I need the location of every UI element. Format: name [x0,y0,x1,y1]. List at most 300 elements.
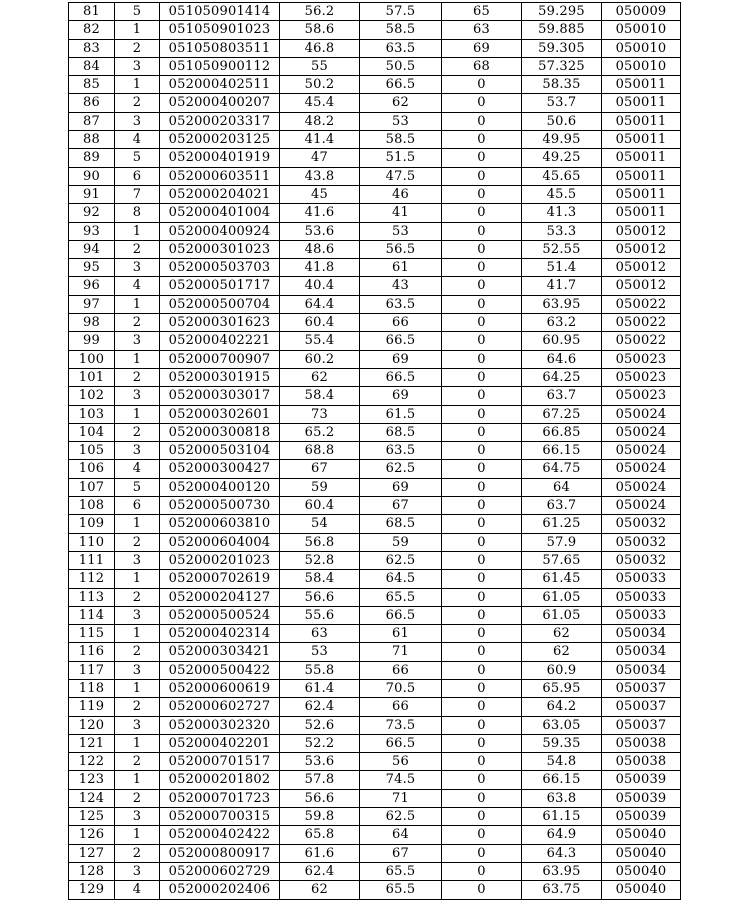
score-1-cell: 62.4 [280,698,360,716]
score-1-cell: 52.6 [280,716,360,734]
score-2-cell: 71 [360,789,442,807]
row-number-cell: 83 [69,39,115,57]
table-row [69,240,681,258]
rank-cell: 3 [115,551,160,569]
position-code-cell: 050022 [602,332,681,350]
score-2-cell: 53 [360,112,442,130]
score-2-cell: 59 [360,533,442,551]
table-row [69,295,681,313]
rank-cell: 2 [115,314,160,332]
row-number-cell: 89 [69,149,115,167]
table-row [69,588,681,606]
rank-cell: 3 [115,332,160,350]
rank-cell: 2 [115,643,160,661]
row-number-cell: 122 [69,753,115,771]
score-2-cell: 63.5 [360,295,442,313]
candidate-id-cell: 052000400120 [160,478,280,496]
score-1-cell: 53 [280,643,360,661]
score-1-cell: 67 [280,460,360,478]
position-code-cell: 050039 [602,808,681,826]
score-2-cell: 57.5 [360,3,442,21]
total-score-cell: 64.3 [522,844,602,862]
score-3-cell: 69 [442,39,522,57]
score-3-cell: 0 [442,844,522,862]
row-number-cell: 109 [69,515,115,533]
score-2-cell: 68.5 [360,423,442,441]
score-2-cell: 53 [360,222,442,240]
candidate-id-cell: 052000401004 [160,204,280,222]
candidate-id-cell: 052000301915 [160,368,280,386]
score-3-cell: 0 [442,350,522,368]
score-1-cell: 40.4 [280,277,360,295]
rank-cell: 1 [115,76,160,94]
position-code-cell: 050012 [602,240,681,258]
table-row [69,368,681,386]
table-row [69,387,681,405]
position-code-cell: 050034 [602,661,681,679]
table-row [69,57,681,75]
total-score-cell: 63.95 [522,862,602,880]
score-2-cell: 66 [360,661,442,679]
position-code-cell: 050024 [602,423,681,441]
position-code-cell: 050011 [602,131,681,149]
row-number-cell: 107 [69,478,115,496]
row-number-cell: 102 [69,387,115,405]
row-number-cell: 106 [69,460,115,478]
row-number-cell: 85 [69,76,115,94]
score-3-cell: 0 [442,423,522,441]
table-row [69,716,681,734]
position-code-cell: 050011 [602,167,681,185]
total-score-cell: 62 [522,625,602,643]
score-1-cell: 61.6 [280,844,360,862]
candidate-id-cell: 052000402221 [160,332,280,350]
table-row [69,442,681,460]
score-3-cell: 0 [442,185,522,203]
score-3-cell: 63 [442,21,522,39]
candidate-id-cell: 052000603810 [160,515,280,533]
position-code-cell: 050040 [602,881,681,899]
total-score-cell: 61.25 [522,515,602,533]
table-row [69,3,681,21]
rank-cell: 1 [115,734,160,752]
score-3-cell: 0 [442,570,522,588]
position-code-cell: 050010 [602,57,681,75]
table-row [69,533,681,551]
rank-cell: 2 [115,588,160,606]
total-score-cell: 64.9 [522,826,602,844]
score-1-cell: 45 [280,185,360,203]
candidate-id-cell: 052000300818 [160,423,280,441]
row-number-cell: 99 [69,332,115,350]
rank-cell: 5 [115,478,160,496]
score-3-cell: 0 [442,533,522,551]
table-row [69,204,681,222]
score-1-cell: 62.4 [280,862,360,880]
total-score-cell: 45.5 [522,185,602,203]
candidate-id-cell: 052000602729 [160,862,280,880]
score-2-cell: 56 [360,753,442,771]
position-code-cell: 050011 [602,76,681,94]
score-2-cell: 64.5 [360,570,442,588]
row-number-cell: 87 [69,112,115,130]
row-number-cell: 100 [69,350,115,368]
score-1-cell: 48.6 [280,240,360,258]
score-1-cell: 65.2 [280,423,360,441]
total-score-cell: 57.9 [522,533,602,551]
score-3-cell: 68 [442,57,522,75]
candidate-id-cell: 052000203125 [160,131,280,149]
candidate-id-cell: 052000302320 [160,716,280,734]
score-1-cell: 55.8 [280,661,360,679]
rank-cell: 3 [115,808,160,826]
score-3-cell: 0 [442,478,522,496]
score-1-cell: 54 [280,515,360,533]
rank-cell: 3 [115,259,160,277]
score-1-cell: 58.6 [280,21,360,39]
position-code-cell: 050009 [602,3,681,21]
score-2-cell: 61 [360,259,442,277]
row-number-cell: 128 [69,862,115,880]
total-score-cell: 63.95 [522,295,602,313]
score-2-cell: 69 [360,387,442,405]
score-3-cell: 0 [442,149,522,167]
score-3-cell: 0 [442,625,522,643]
score-1-cell: 64.4 [280,295,360,313]
score-2-cell: 62.5 [360,460,442,478]
table-row [69,332,681,350]
score-3-cell: 0 [442,881,522,899]
score-1-cell: 58.4 [280,387,360,405]
total-score-cell: 41.3 [522,204,602,222]
table-row [69,405,681,423]
score-3-cell: 0 [442,167,522,185]
rank-cell: 1 [115,771,160,789]
table-row [69,21,681,39]
score-3-cell: 0 [442,862,522,880]
candidate-id-cell: 052000301623 [160,314,280,332]
position-code-cell: 050024 [602,478,681,496]
row-number-cell: 95 [69,259,115,277]
position-code-cell: 050032 [602,533,681,551]
table-row [69,350,681,368]
score-2-cell: 66.5 [360,734,442,752]
candidate-id-cell: 052000204127 [160,588,280,606]
score-2-cell: 56.5 [360,240,442,258]
rank-cell: 1 [115,570,160,588]
rank-cell: 1 [115,222,160,240]
score-2-cell: 74.5 [360,771,442,789]
table-row [69,515,681,533]
rank-cell: 4 [115,277,160,295]
row-number-cell: 88 [69,131,115,149]
score-2-cell: 67 [360,497,442,515]
candidate-id-cell: 052000303017 [160,387,280,405]
rank-cell: 1 [115,679,160,697]
total-score-cell: 50.6 [522,112,602,130]
score-3-cell: 0 [442,332,522,350]
score-3-cell: 0 [442,314,522,332]
score-3-cell: 0 [442,789,522,807]
rank-cell: 3 [115,112,160,130]
score-1-cell: 41.4 [280,131,360,149]
row-number-cell: 105 [69,442,115,460]
score-1-cell: 56.6 [280,588,360,606]
score-1-cell: 53.6 [280,222,360,240]
total-score-cell: 61.45 [522,570,602,588]
score-1-cell: 62 [280,368,360,386]
score-1-cell: 48.2 [280,112,360,130]
position-code-cell: 050033 [602,588,681,606]
score-1-cell: 52.2 [280,734,360,752]
table-row [69,881,681,899]
candidate-id-cell: 052000503703 [160,259,280,277]
row-number-cell: 90 [69,167,115,185]
row-number-cell: 98 [69,314,115,332]
row-number-cell: 108 [69,497,115,515]
score-3-cell: 0 [442,588,522,606]
score-2-cell: 66.5 [360,76,442,94]
row-number-cell: 127 [69,844,115,862]
score-2-cell: 62 [360,94,442,112]
total-score-cell: 57.325 [522,57,602,75]
score-3-cell: 0 [442,826,522,844]
score-2-cell: 64 [360,826,442,844]
score-3-cell: 0 [442,277,522,295]
row-number-cell: 103 [69,405,115,423]
rank-cell: 3 [115,606,160,624]
score-1-cell: 41.8 [280,259,360,277]
rank-cell: 1 [115,826,160,844]
candidate-id-cell: 052000401919 [160,149,280,167]
rank-cell: 1 [115,295,160,313]
position-code-cell: 050024 [602,405,681,423]
rank-cell: 5 [115,149,160,167]
row-number-cell: 93 [69,222,115,240]
score-3-cell: 0 [442,442,522,460]
position-code-cell: 050040 [602,826,681,844]
score-2-cell: 63.5 [360,39,442,57]
table-row [69,679,681,697]
total-score-cell: 66.15 [522,442,602,460]
score-2-cell: 66 [360,314,442,332]
candidate-id-cell: 052000500730 [160,497,280,515]
total-score-cell: 66.85 [522,423,602,441]
row-number-cell: 112 [69,570,115,588]
table-row [69,478,681,496]
total-score-cell: 63.2 [522,314,602,332]
score-2-cell: 43 [360,277,442,295]
total-score-cell: 59.295 [522,3,602,21]
score-3-cell: 0 [442,368,522,386]
score-2-cell: 47.5 [360,167,442,185]
rank-cell: 1 [115,515,160,533]
table-row [69,497,681,515]
rank-cell: 2 [115,39,160,57]
score-3-cell: 0 [442,131,522,149]
score-1-cell: 56.6 [280,789,360,807]
position-code-cell: 050011 [602,149,681,167]
position-code-cell: 050024 [602,497,681,515]
score-2-cell: 50.5 [360,57,442,75]
candidate-id-cell: 052000700907 [160,350,280,368]
table-row [69,844,681,862]
candidate-id-cell: 052000402314 [160,625,280,643]
candidate-id-cell: 052000203317 [160,112,280,130]
score-3-cell: 0 [442,515,522,533]
rank-cell: 2 [115,789,160,807]
score-1-cell: 63 [280,625,360,643]
candidate-id-cell: 052000204021 [160,185,280,203]
position-code-cell: 050023 [602,350,681,368]
score-3-cell: 0 [442,460,522,478]
score-3-cell: 0 [442,753,522,771]
candidate-id-cell: 051050900112 [160,57,280,75]
total-score-cell: 65.95 [522,679,602,697]
table-row [69,771,681,789]
score-2-cell: 66 [360,698,442,716]
rank-cell: 3 [115,442,160,460]
row-number-cell: 115 [69,625,115,643]
rank-cell: 1 [115,21,160,39]
table-row [69,222,681,240]
candidate-id-cell: 052000602727 [160,698,280,716]
candidate-id-cell: 052000300427 [160,460,280,478]
candidate-id-cell: 052000201023 [160,551,280,569]
row-number-cell: 126 [69,826,115,844]
score-2-cell: 61 [360,625,442,643]
position-code-cell: 050011 [602,112,681,130]
rank-cell: 3 [115,661,160,679]
row-number-cell: 84 [69,57,115,75]
total-score-cell: 60.9 [522,661,602,679]
score-2-cell: 65.5 [360,862,442,880]
score-3-cell: 0 [442,222,522,240]
position-code-cell: 050010 [602,21,681,39]
table-row [69,112,681,130]
candidate-id-cell: 052000500422 [160,661,280,679]
position-code-cell: 050024 [602,442,681,460]
total-score-cell: 54.8 [522,753,602,771]
candidate-id-cell: 052000800917 [160,844,280,862]
position-code-cell: 050032 [602,515,681,533]
position-code-cell: 050034 [602,625,681,643]
score-3-cell: 0 [442,643,522,661]
score-1-cell: 73 [280,405,360,423]
score-2-cell: 71 [360,643,442,661]
candidate-id-cell: 052000402201 [160,734,280,752]
position-code-cell: 050010 [602,39,681,57]
rank-cell: 2 [115,240,160,258]
score-1-cell: 55 [280,57,360,75]
table-row [69,625,681,643]
table-row [69,643,681,661]
table-row [69,826,681,844]
score-3-cell: 0 [442,734,522,752]
score-2-cell: 65.5 [360,881,442,899]
rank-cell: 3 [115,716,160,734]
rank-cell: 8 [115,204,160,222]
score-2-cell: 58.5 [360,131,442,149]
total-score-cell: 63.75 [522,881,602,899]
position-code-cell: 050022 [602,314,681,332]
row-number-cell: 120 [69,716,115,734]
score-1-cell: 58.4 [280,570,360,588]
row-number-cell: 123 [69,771,115,789]
score-2-cell: 66.5 [360,606,442,624]
score-2-cell: 62.5 [360,551,442,569]
candidate-id-cell: 052000700315 [160,808,280,826]
table-row [69,39,681,57]
score-1-cell: 43.8 [280,167,360,185]
position-code-cell: 050033 [602,570,681,588]
rank-cell: 4 [115,460,160,478]
total-score-cell: 53.7 [522,94,602,112]
score-table-body [69,3,681,900]
row-number-cell: 116 [69,643,115,661]
total-score-cell: 66.15 [522,771,602,789]
table-row [69,76,681,94]
candidate-id-cell: 052000500524 [160,606,280,624]
table-row [69,734,681,752]
rank-cell: 1 [115,350,160,368]
table-row [69,185,681,203]
row-number-cell: 114 [69,606,115,624]
rank-cell: 5 [115,3,160,21]
score-3-cell: 0 [442,679,522,697]
candidate-id-cell: 052000201802 [160,771,280,789]
row-number-cell: 94 [69,240,115,258]
total-score-cell: 62 [522,643,602,661]
table-row [69,698,681,716]
score-2-cell: 67 [360,844,442,862]
score-1-cell: 47 [280,149,360,167]
score-2-cell: 62.5 [360,808,442,826]
row-number-cell: 117 [69,661,115,679]
rank-cell: 2 [115,698,160,716]
table-row [69,753,681,771]
score-2-cell: 69 [360,350,442,368]
row-number-cell: 110 [69,533,115,551]
candidate-id-cell: 052000500704 [160,295,280,313]
candidate-id-cell: 052000302601 [160,405,280,423]
score-3-cell: 0 [442,387,522,405]
score-2-cell: 66.5 [360,368,442,386]
total-score-cell: 61.05 [522,606,602,624]
candidate-id-cell: 052000603511 [160,167,280,185]
score-1-cell: 59 [280,478,360,496]
score-2-cell: 61.5 [360,405,442,423]
row-number-cell: 96 [69,277,115,295]
candidate-id-cell: 052000604004 [160,533,280,551]
total-score-cell: 64 [522,478,602,496]
row-number-cell: 82 [69,21,115,39]
score-1-cell: 68.8 [280,442,360,460]
total-score-cell: 59.305 [522,39,602,57]
position-code-cell: 050024 [602,460,681,478]
candidate-id-cell: 052000702619 [160,570,280,588]
score-2-cell: 63.5 [360,442,442,460]
rank-cell: 2 [115,94,160,112]
candidate-id-cell: 052000303421 [160,643,280,661]
score-3-cell: 0 [442,606,522,624]
score-1-cell: 52.8 [280,551,360,569]
score-3-cell: 0 [442,94,522,112]
rank-cell: 3 [115,862,160,880]
position-code-cell: 050037 [602,679,681,697]
score-3-cell: 0 [442,698,522,716]
score-table [68,2,681,900]
